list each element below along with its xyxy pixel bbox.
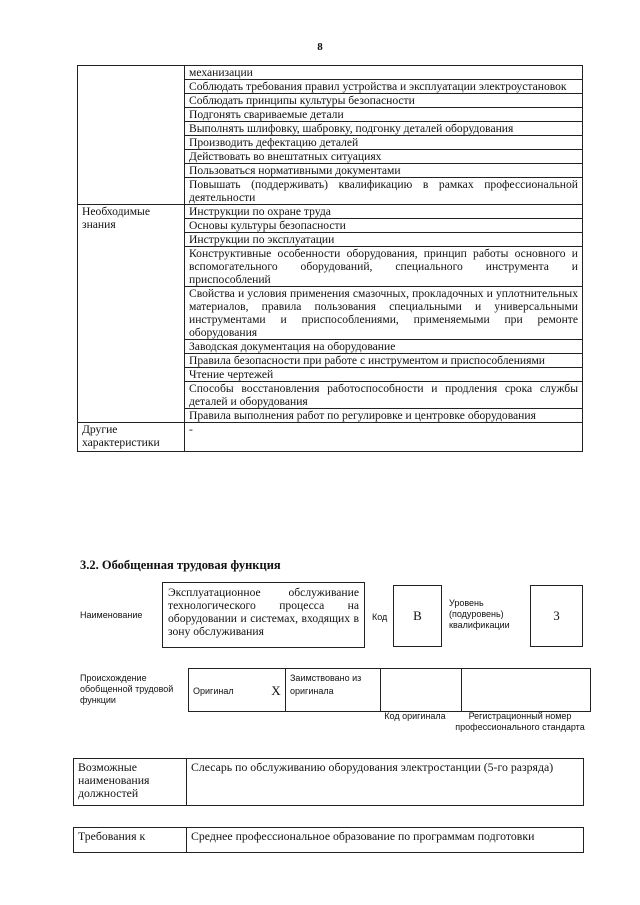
- row-value: -: [185, 423, 583, 452]
- row-value: Соблюдать принципы культуры безопасности: [185, 94, 583, 108]
- positions-value: Слесарь по обслуживанию оборудования электростанции (5-го разряда): [187, 759, 584, 806]
- gtf-level-label: Уровень (подуровень) квалификации: [449, 598, 510, 630]
- row-value: Подгонять свариваемые детали: [185, 108, 583, 122]
- original-mark: X: [267, 669, 286, 712]
- page-number: 8: [317, 41, 323, 53]
- code-caption: Код оригинала: [384, 711, 446, 721]
- row-value: Заводская документация на оборудование: [185, 340, 583, 354]
- skills-table: [77, 65, 583, 452]
- row-value: Выполнять шлифовку, шабровку, подгонку деталей оборудования: [185, 122, 583, 136]
- origin-label: Происхождение обобщенной трудовой функции: [80, 673, 174, 705]
- table-row: [78, 66, 583, 80]
- gtf-level-value: 3: [530, 585, 583, 647]
- row-value: Правила безопасности при работе с инструментом и приспособлениями: [185, 354, 583, 368]
- gtf-code-label: Код: [372, 612, 388, 622]
- origin-table: [188, 668, 591, 712]
- row-value: Производить дефектацию деталей: [185, 136, 583, 150]
- positions-label: Возможные наименования должностей: [74, 759, 187, 806]
- positions-table: [73, 758, 584, 806]
- requirements-table: [73, 827, 584, 853]
- original-label: Оригинал: [193, 685, 234, 696]
- row-value: Правила выполнения работ по регулировке и центровке оборудования: [185, 409, 583, 423]
- gtf-name-label: Наименование: [80, 610, 143, 620]
- row-value: Чтение чертежей: [185, 368, 583, 382]
- row-value: Конструктивные особенности оборудования, принцип работы основного и вспомогательного оборудований, специального инструмента и приспособлений: [185, 247, 583, 287]
- requirements-label: Требования к: [74, 828, 187, 853]
- borrowed-label: Заимствовано из оригинала: [290, 673, 362, 696]
- row-value: Пользоваться нормативными документами: [185, 164, 583, 178]
- row-value: Основы культуры безопасности: [185, 219, 583, 233]
- row-value: Свойства и условия применения смазочных, прокладочных и уплотнительных материалов, правила пользования специальными и универсальными инструментами и приспособлениями, применяемыми при ремонте оборудования: [185, 287, 583, 340]
- row-value: Повышать (поддерживать) квалификацию в рамках профессиональной деятельности: [185, 178, 583, 205]
- row-group-label: Необходимые знания: [78, 205, 185, 423]
- reg-caption: Регистрационный номер профессионального стандарта: [455, 711, 585, 732]
- row-value: Инструкции по эксплуатации: [185, 233, 583, 247]
- gtf-code-value: В: [393, 585, 442, 647]
- row-group-label: [78, 66, 185, 205]
- row-value: Действовать во внештатных ситуациях: [185, 150, 583, 164]
- row-value: Способы восстановления работоспособности и продления срока службы деталей и оборудования: [185, 382, 583, 409]
- table-row: [78, 205, 583, 219]
- table-row: [78, 423, 583, 452]
- row-value: механизации: [185, 66, 583, 80]
- reg-number-cell: [462, 669, 591, 712]
- gtf-name-value: Эксплуатационное обслуживание технологического процесса на оборудовании и системах, входящих в зону обслуживания: [162, 582, 365, 648]
- section-heading: 3.2. Обобщенная трудовая функция: [80, 558, 281, 572]
- row-group-label: Другие характеристики: [78, 423, 185, 452]
- row-value: Соблюдать требования правил устройства и эксплуатации электроустановок: [185, 80, 583, 94]
- row-value: Инструкции по охране труда: [185, 205, 583, 219]
- requirements-value: Среднее профессиональное образование по программам подготовки: [187, 828, 584, 853]
- original-code-cell: [381, 669, 462, 712]
